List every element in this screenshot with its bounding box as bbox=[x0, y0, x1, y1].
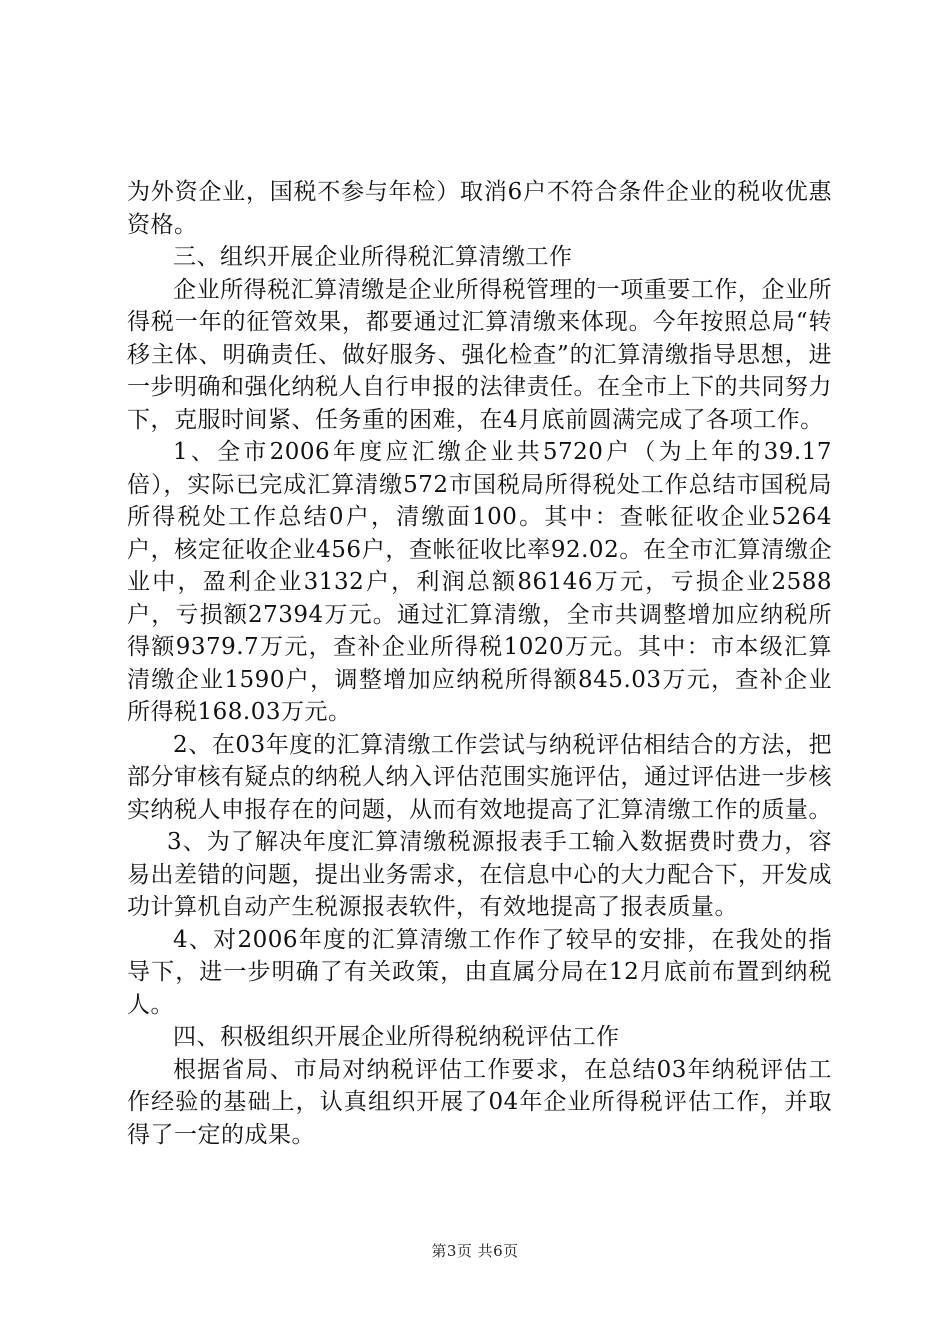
paragraph-item-1: 1、全市2006年度应汇缴企业共5720户（为上年的39.17倍），实际已完成汇算清缴572市国税局所得税处工作总结市国税局所得税处工作总结0户，清缴面100。其中：查帐征收企业5264户，核定征收企业456户，查帐征收比率92.02。在全市汇算清缴企业中，盈利企业3132户，利润总额86146万元，亏损企业2588户，亏损额27394万元。通过汇算清缴，全市共调整增加应纳税所得额9379.7万元，查补企业所得税1020万元。其中：市本级汇算清缴企业1590户，调整增加应纳税所得额845.03万元，查补企业所得税168.03万元。 bbox=[127, 439, 832, 725]
paragraph-continuation: 为外资企业，国税不参与年检）取消6户不符合条件企业的税收优惠资格。 bbox=[127, 179, 832, 238]
paragraph-item-3: 3、为了解决年度汇算清缴税源报表手工输入数据费时费力，容易出差错的问题，提出业务需求，在信息中心的大力配合下，开发成功计算机自动产生税源报表软件，有效地提高了报表质量。 bbox=[127, 829, 832, 920]
paragraph-intro: 企业所得税汇算清缴是企业所得税管理的一项重要工作，企业所得税一年的征管效果，都要通过汇算清缴来体现。今年按照总局“转移主体、明确责任、做好服务、强化检查”的汇算清缴指导思想，进一步明确和强化纳税人自行申报的法律责任。在全市上下的共同努力下，克服时间紧、任务重的困难，在4月底前圆满完成了各项工作。 bbox=[127, 276, 832, 433]
paragraph-item-4: 4、对2006年度的汇算清缴工作作了较早的安排，在我处的指导下，进一步明确了有关政策，由直属分局在12月底前布置到纳税人。 bbox=[127, 926, 832, 1018]
section-heading-4: 四、积极组织开展企业所得税纳税评估工作 bbox=[173, 1024, 620, 1050]
page-number: 第3页 共6页 bbox=[431, 1242, 519, 1260]
document-body bbox=[127, 176, 832, 1151]
paragraph-item-2: 2、在03年度的汇算清缴工作尝试与纳税评估相结合的方法，把部分审核有疑点的纳税人纳入评估范围实施评估，通过评估进一步核实纳税人申报存在的问题，从而有效地提高了汇算清缴工作的质量。 bbox=[127, 731, 832, 823]
page-footer bbox=[0, 1240, 950, 1261]
paragraph-evaluation: 根据省局、市局对纳税评估工作要求，在总结03年纳税评估工作经验的基础上，认真组织开展了04年企业所得税评估工作，并取得了一定的成果。 bbox=[127, 1056, 832, 1148]
section-heading-3: 三、组织开展企业所得税汇算清缴工作 bbox=[173, 244, 573, 270]
